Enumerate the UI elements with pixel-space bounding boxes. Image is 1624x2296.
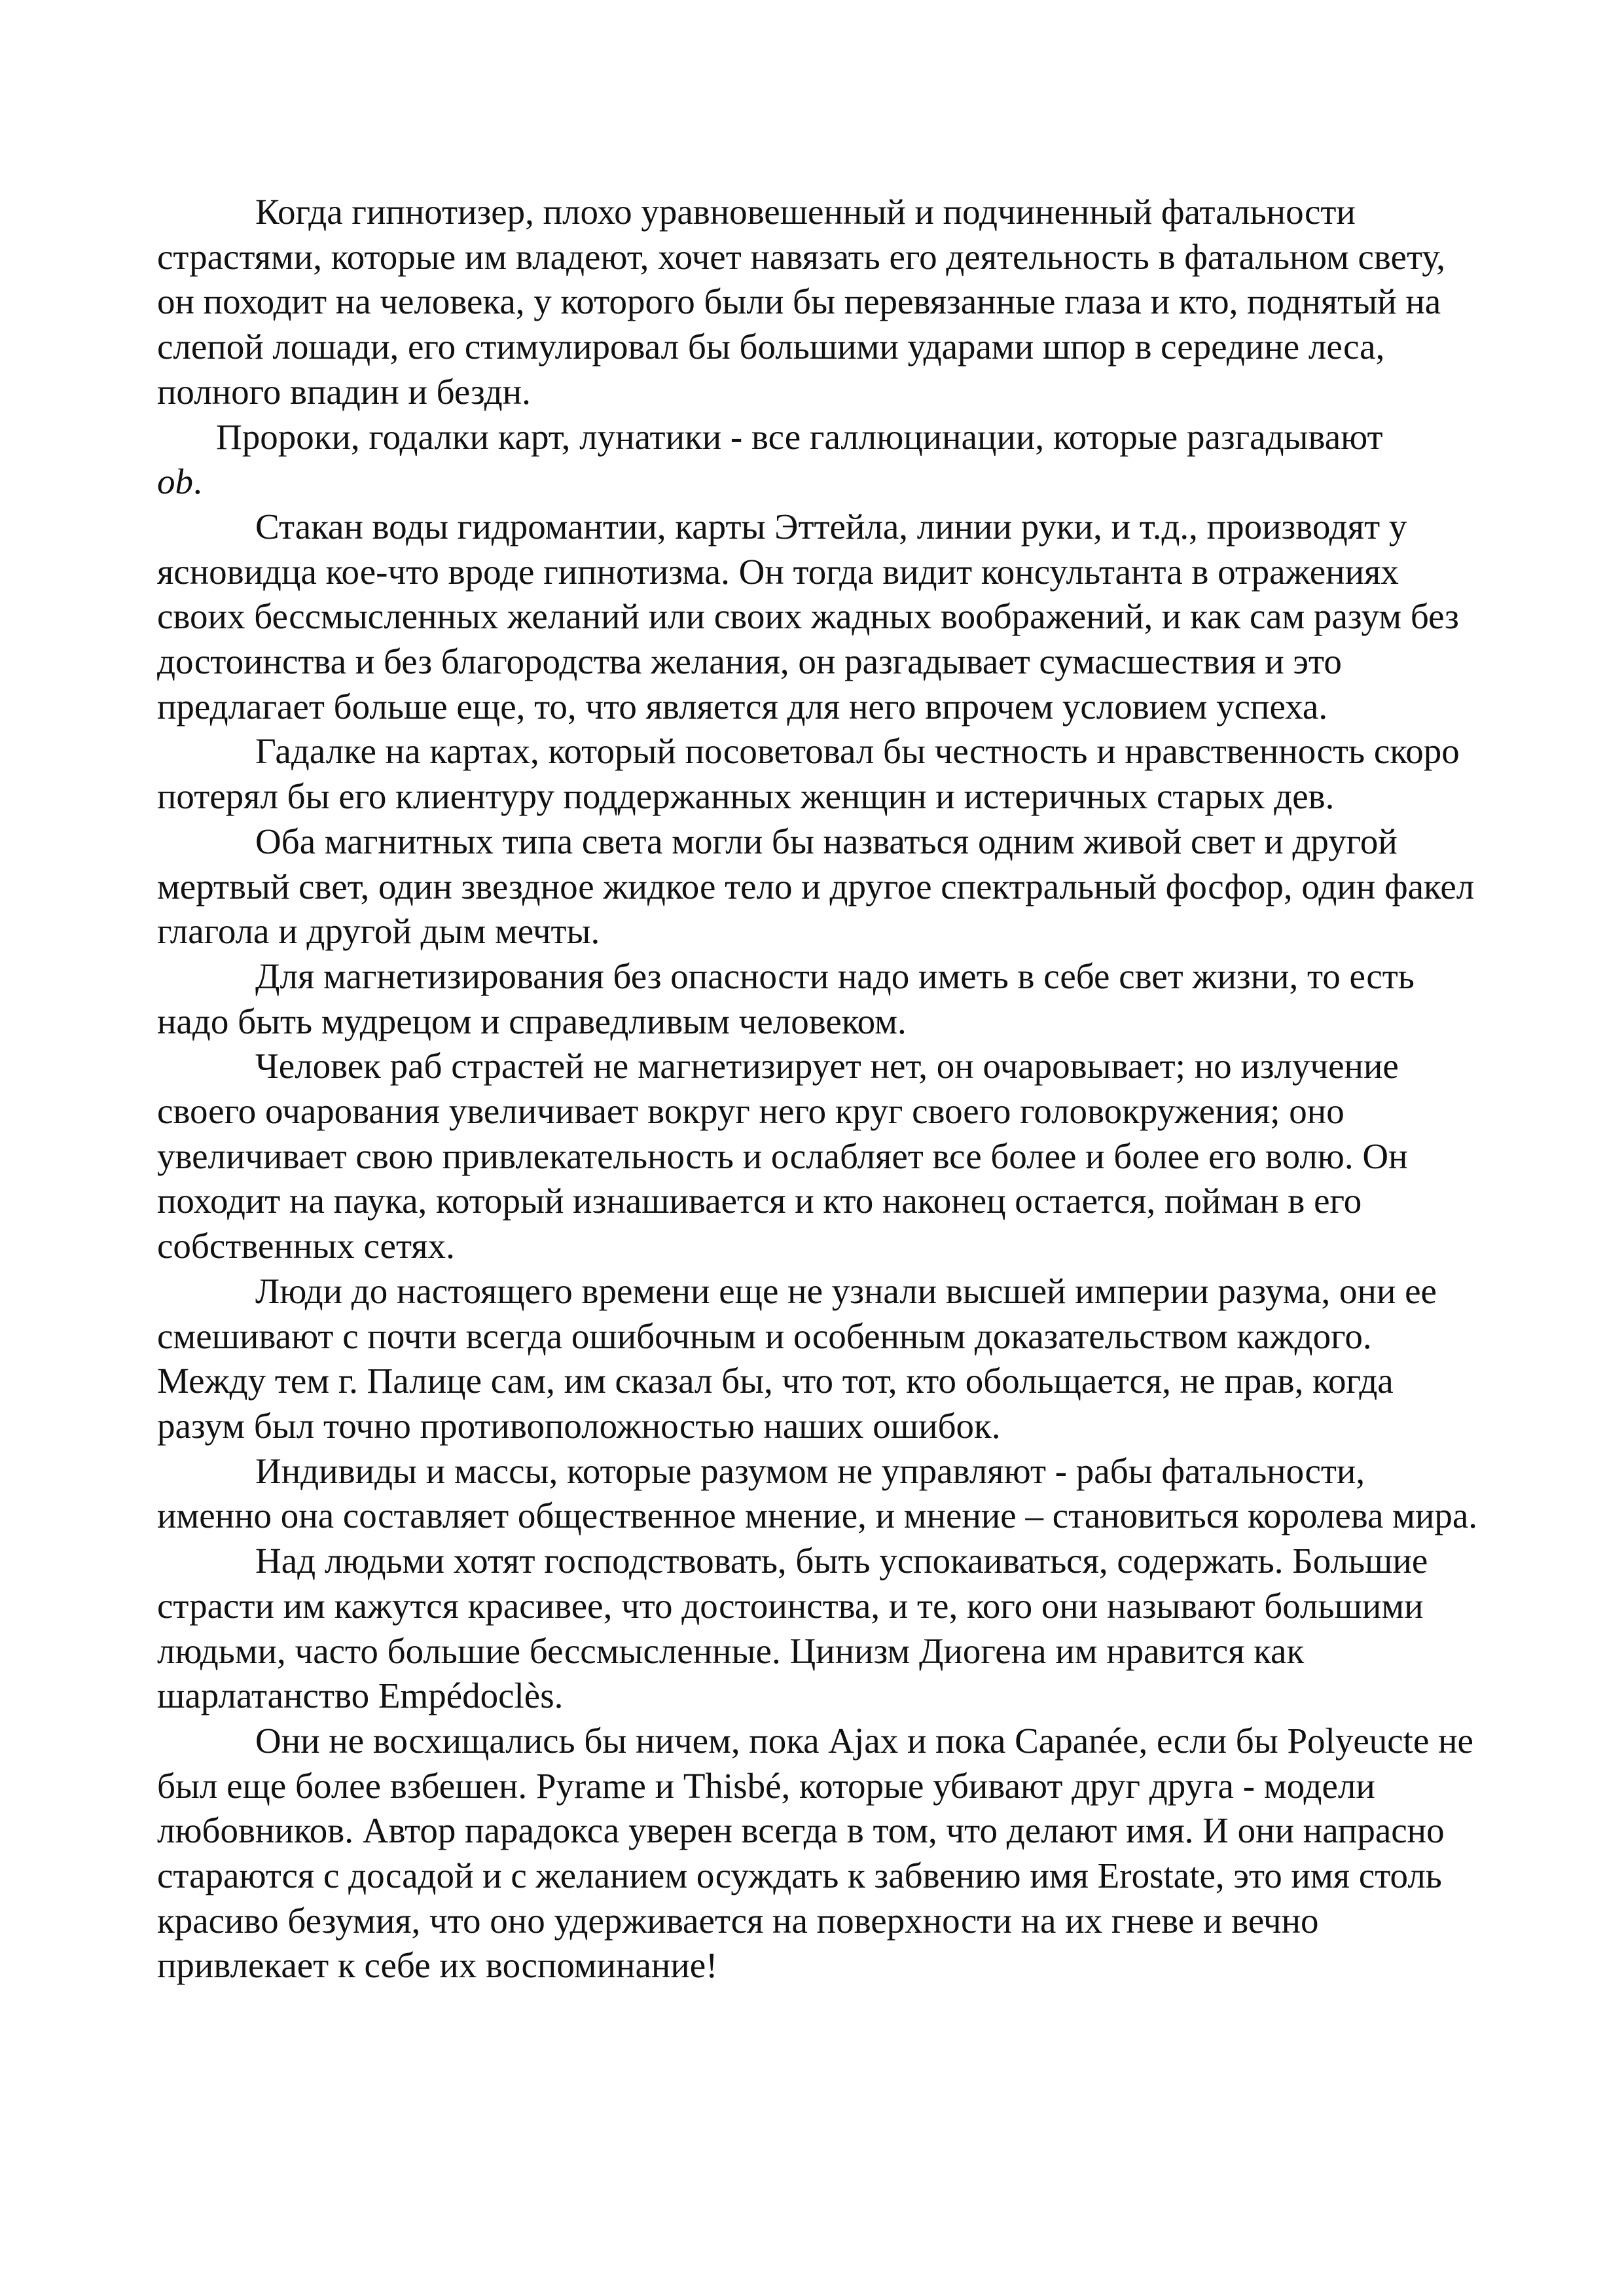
- paragraph-8: Люди до настоящего времени еще не узнали высшей империи разума, они ее смешивают с почти всегда ошибочным и особенным доказательством каждого. Между тем г. Палице сам, им сказал бы, что тот, кто обольщается, не прав, когда разум был точно противоположностью наших ошибок.: [157, 1270, 1437, 1446]
- paragraph-2-text: Пророки, годалки карт, лунатики - все галлюцинации, которые разгадывают: [216, 416, 1383, 457]
- paragraph-4: Гадалке на картах, который посоветовал бы честность и нравственность скоро потерял бы его клиентуру поддержанных женщин и истеричных старых дев.: [157, 731, 1460, 817]
- body-text: [157, 190, 1486, 1988]
- paragraph-6: Для магнетизирования без опасности надо иметь в себе свет жизни, то есть надо быть мудрецом и справедливым человеком.: [157, 956, 1415, 1041]
- paragraph-10: Над людьми хотят господствовать, быть успокаиваться, содержать. Большие страсти им кажутся красивее, что достоинства, и те, кого они называют большими людьми, часто большие бессмысленные. Цинизм Диогена им нравится как шарлатанство Empédoclès.: [157, 1541, 1428, 1716]
- paragraph-5: Оба магнитных типа света могли бы назваться одним живой свет и другой мертвый свет, один звездное жидкое тело и другое спектральный фосфор, один факел глагола и другой дым мечты.: [157, 821, 1475, 952]
- paragraph-7: Человек раб страстей не магнетизирует нет, он очаровывает; но излучение своего очарования увеличивает вокруг него круг своего головокружения; оно увеличивает свою привлекательность и ослабляет все более и более его волю. Он походит на паука, который изнашивается и кто наконец остается, пойман в его собственных сетях.: [157, 1046, 1408, 1266]
- paragraph-2: Пророки, годалки карт, лунатики - все галлюцинации, которые разгадывают ob.: [157, 416, 1383, 502]
- paragraph-3: Стакан воды гидромантии, карты Эттейла, линии руки, и т.д., производят у ясновидца кое-что вроде гипнотизма. Он тогда видит консультанта в отражениях своих бессмысленных желаний или своих жадных воображений, и как сам разум без достоинства и без благородства желания, он разгадывает сумасшествия и это предлагает больше еще, то, что является для него впрочем условием успеха.: [157, 506, 1459, 726]
- paragraph-1: Когда гипнотизер, плохо уравновешенный и подчиненный фатальности страстями, которые им владеют, хочет навязать его деятельность в фатальном свету, он походит на человека, у которого были бы перевязанные глаза и кто, поднятый на слепой лошади, его стимулировал бы большими ударами шпор в середине леса, полного впадин и бездн.: [157, 192, 1446, 412]
- paragraph-11: Они не восхищались бы ничем, пока Ajax и пока Capanée, если бы Polyeucte не был еще более взбешен. Pyrame и Thisbé, которые убивают друг друга - модели любовников. Автор парадокса уверен всегда в том, что делают имя. И они напрасно стараются с досадой и с желанием осуждать к забвению имя Erostate, это имя столь красиво безумия, что оно удерживается на поверхности на их гневе и вечно привлекает к себе их воспоминание!: [157, 1720, 1473, 1986]
- paragraph-2-italic: ob: [157, 461, 193, 502]
- paragraph-9: Индивиды и массы, которые разумом не управляют - рабы фатальности, именно она составляет общественное мнение, и мнение – становиться королева мира.: [157, 1450, 1478, 1536]
